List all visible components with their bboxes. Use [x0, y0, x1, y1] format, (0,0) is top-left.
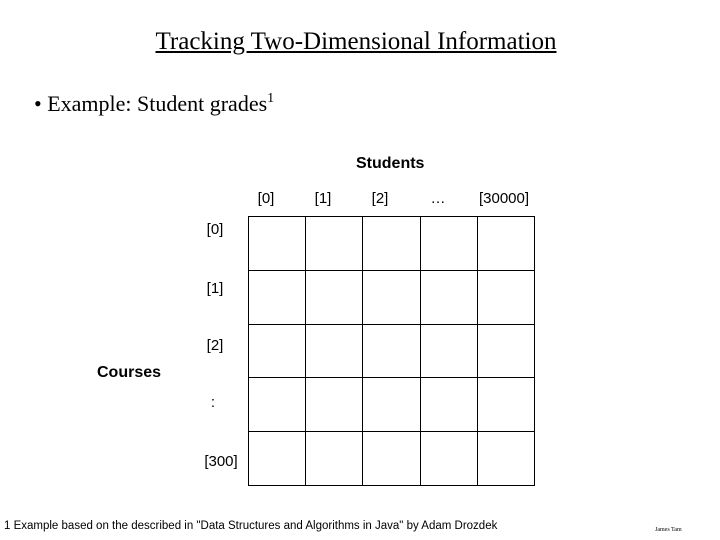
- grid-cell: [421, 378, 478, 432]
- grid-cell: [306, 325, 363, 379]
- column-header-ellipsis: …: [430, 190, 446, 207]
- courses-axis-label: Courses: [97, 364, 162, 381]
- column-header-0: [0]: [257, 190, 275, 207]
- grid-cell: [249, 217, 306, 271]
- column-header-30000: [30000]: [478, 190, 530, 207]
- grid-cell: [306, 217, 363, 271]
- row-header-ellipsis: :: [210, 394, 216, 411]
- bullet-text: • Example: Student grades: [34, 91, 268, 116]
- grades-grid: [248, 216, 535, 486]
- grid-cell: [421, 271, 478, 325]
- grid-cell: [421, 217, 478, 271]
- footnote-marker: 1: [267, 91, 275, 106]
- grid-cell: [249, 271, 306, 325]
- grid-cell: [306, 432, 363, 486]
- grid-cell: [363, 378, 420, 432]
- slide-title: Tracking Two-Dimensional Information: [155, 28, 557, 55]
- column-header-1: [1]: [314, 190, 332, 207]
- grid-cell: [249, 378, 306, 432]
- grid-cell: [249, 325, 306, 379]
- row-header-300: [300]: [204, 453, 238, 470]
- grid-cell: [306, 378, 363, 432]
- row-header-0: [0]: [206, 221, 224, 238]
- footnote: 1 Example based on the described in "Data Structures and Algorithms in Java" by Adam Drozdek: [4, 520, 498, 532]
- grid-cell: [421, 325, 478, 379]
- grid-cell: [478, 271, 535, 325]
- students-axis-label: Students: [356, 155, 425, 172]
- bullet-point: [34, 91, 274, 117]
- column-header-2: [2]: [371, 190, 389, 207]
- grid-cell: [249, 432, 306, 486]
- grid-cell: [363, 271, 420, 325]
- grid-cell: [363, 432, 420, 486]
- grid-cell: [363, 217, 420, 271]
- grid-cell: [478, 325, 535, 379]
- grid-cell: [306, 271, 363, 325]
- row-header-1: [1]: [206, 280, 224, 297]
- row-header-2: [2]: [206, 337, 224, 354]
- author-credit: James Tam: [655, 527, 682, 533]
- grid-cell: [363, 325, 420, 379]
- grid-cell: [478, 432, 535, 486]
- grid-cell: [478, 217, 535, 271]
- grid-cell: [478, 378, 535, 432]
- grid-cell: [421, 432, 478, 486]
